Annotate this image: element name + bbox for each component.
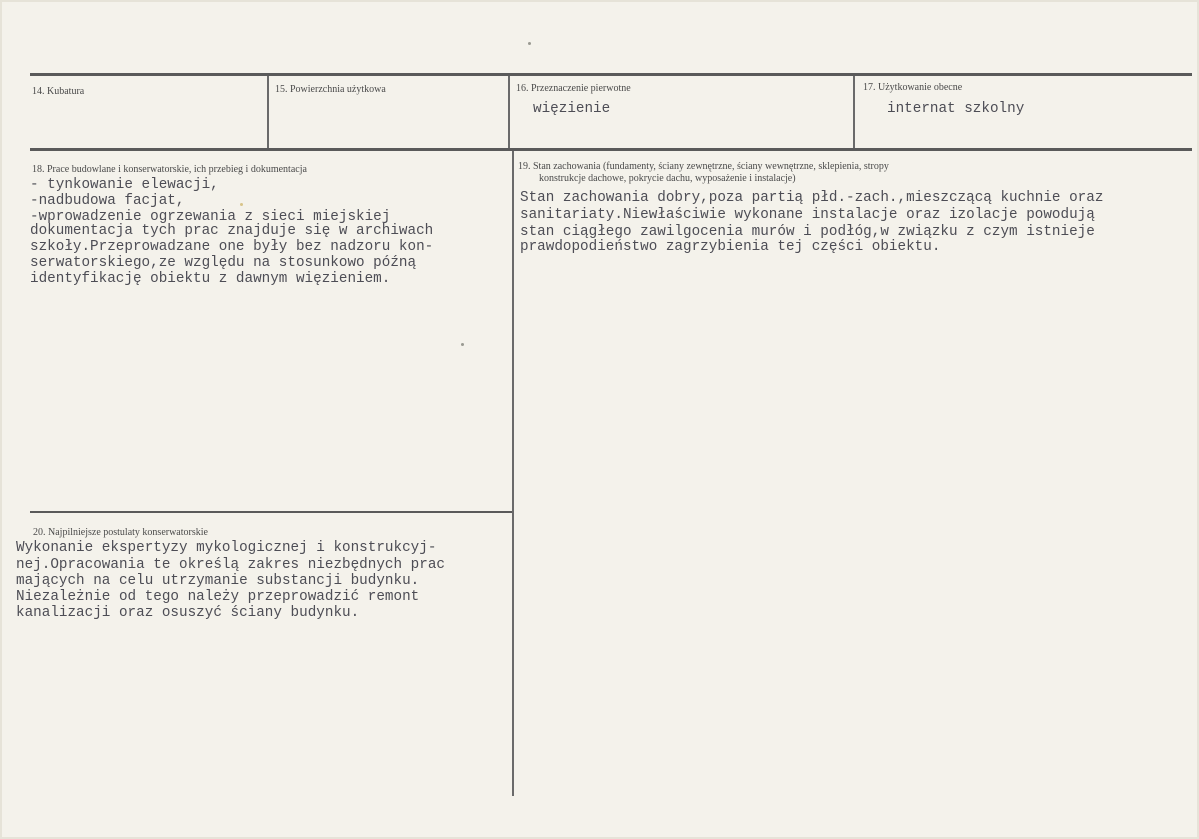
middle-rule [30,148,1192,151]
field-16-value: więzienie [533,101,611,117]
field-16-label: 16. Przeznaczenie pierwotne [516,83,631,94]
divider-18-19 [512,151,514,796]
field-18-line: -wprowadzenie ogrzewania z sieci miejskiej [30,209,391,225]
field-20-line: nej.Opracowania te określą zakres niezbędnych prac [16,557,445,573]
field-17-value: internat szkolny [887,101,1025,117]
field-18-label: 18. Prace budowlane i konserwatorskie, ich przebieg i dokumentacja [32,164,307,175]
field-15-label: 15. Powierzchnia użytkowa [275,84,386,95]
divider-15-16 [508,76,510,150]
field-19-line: sanitariaty.Niewłaściwie wykonane instalacje oraz izolacje powodują [520,207,1095,223]
field-18-line: -nadbudowa facjat, [30,193,185,209]
field-19-line: prawdopodieństwo zagrzybienia tej części obiektu. [520,239,941,255]
paper-speck [240,203,243,206]
field-17-label: 17. Użytkowanie obecne [863,82,963,93]
field-20-line: mających na celu utrzymanie substancji budynku. [16,573,420,589]
field-19-label-cont: konstrukcje dachowe, pokrycie dachu, wyposażenie i instalacje) [539,173,796,184]
top-rule [30,73,1192,76]
paper-speck [528,42,531,45]
field-20-line: Niezależnie od tego należy przeprowadzić remont [16,589,420,605]
field-20-line: kanalizacji oraz osuszyć ściany budynku. [16,605,360,621]
field-19-line: Stan zachowania dobry,poza partią płd.-zach.,mieszczącą kuchnie oraz [520,190,1104,206]
field-14-label: 14. Kubatura [32,86,85,97]
field-20-label: 20. Najpilniejsze postulaty konserwatorskie [33,527,208,538]
paper-speck [461,343,464,346]
field-18-line: - tynkowanie elewacji, [30,177,219,193]
divider-14-15 [267,76,269,150]
field-18-line: dokumentacja tych prac znajduje się w archiwach [30,223,434,239]
divider-16-17 [853,76,855,150]
field-19-line: stan ciągłego zawilgocenia murów i podłóg,w związku z czym istnieje [520,224,1095,240]
field-18-line: szkoły.Przeprowadzane one były bez nadzoru kon- [30,239,434,255]
field-19-label: 19. Stan zachowania (fundamenty, ściany zewnętrzne, ściany wewnętrzne, sklepienia, stropy [518,161,889,172]
field-20-line: Wykonanie ekspertyzy mykologicznej i konstrukcyj- [16,540,437,556]
field-18-line: serwatorskiego,ze względu na stosunkowo późną [30,255,417,271]
rule-18-20 [30,511,512,513]
field-18-line: identyfikację obiektu z dawnym więzieniem. [30,271,391,287]
